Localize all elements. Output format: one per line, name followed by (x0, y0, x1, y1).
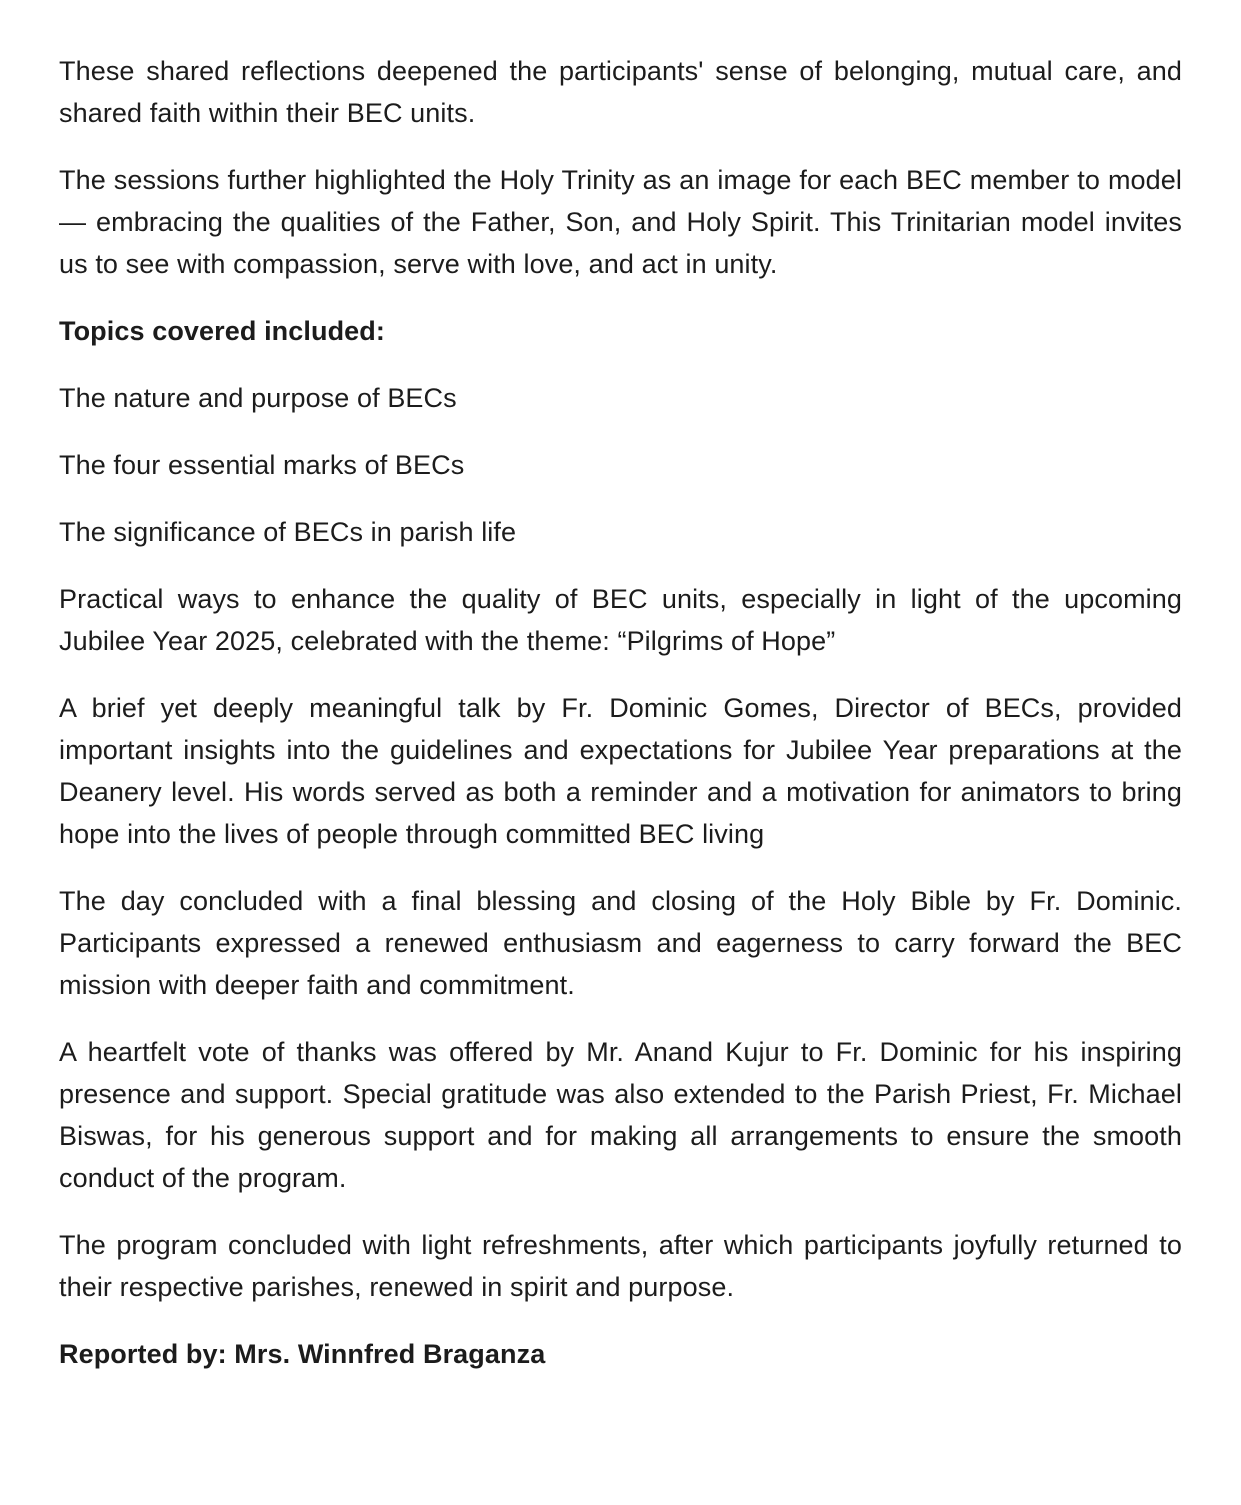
paragraph-vote-of-thanks: A heartfelt vote of thanks was offered by Mr. Anand Kujur to Fr. Dominic for his inspiring presence and support. Special gratitude was also extended to the Parish Priest, Fr. Michael Biswas, for his generous support and for making all arrangements to ensure the smooth conduct of the program. (59, 1037, 1182, 1193)
paragraph-practical-ways: Practical ways to enhance the quality of BEC units, especially in light of the upcoming Jubilee Year 2025, celebrated with the theme: “Pilgrims of Hope” (59, 584, 1182, 656)
reported-by-line: Reported by: Mrs. Winnfred Braganza (59, 1339, 546, 1369)
paragraph-dominic-talk: A brief yet deeply meaningful talk by Fr. Dominic Gomes, Director of BECs, provided important insights into the guidelines and expectations for Jubilee Year preparations at the Deanery level. His words served as both a reminder and a motivation for animators to bring hope into the lives of people through committed BEC living (59, 693, 1182, 849)
heading-topics-covered: Topics covered included: (59, 316, 385, 346)
paragraph-reflections: These shared reflections deepened the participants' sense of belonging, mutual care, and shared faith within their BEC units. (59, 56, 1182, 128)
list-item-significance: The significance of BECs in parish life (59, 517, 517, 547)
list-item-nature-purpose: The nature and purpose of BECs (59, 383, 457, 413)
paragraph-program-conclusion: The program concluded with light refreshments, after which participants joyfully returned to their respective parishes, renewed in spirit and purpose. (59, 1230, 1182, 1302)
paragraph-holy-trinity: The sessions further highlighted the Holy Trinity as an image for each BEC member to model — embracing the qualities of the Father, Son, and Holy Spirit. This Trinitarian model invites us to see with compassion, serve with love, and act in unity. (59, 165, 1182, 279)
paragraph-day-conclusion: The day concluded with a final blessing and closing of the Holy Bible by Fr. Dominic. Participants expressed a renewed enthusiasm and eagerness to carry forward the BEC mission with deeper faith and commitment. (59, 886, 1182, 1000)
list-item-four-marks: The four essential marks of BECs (59, 450, 465, 480)
document-body (59, 50, 1182, 1375)
